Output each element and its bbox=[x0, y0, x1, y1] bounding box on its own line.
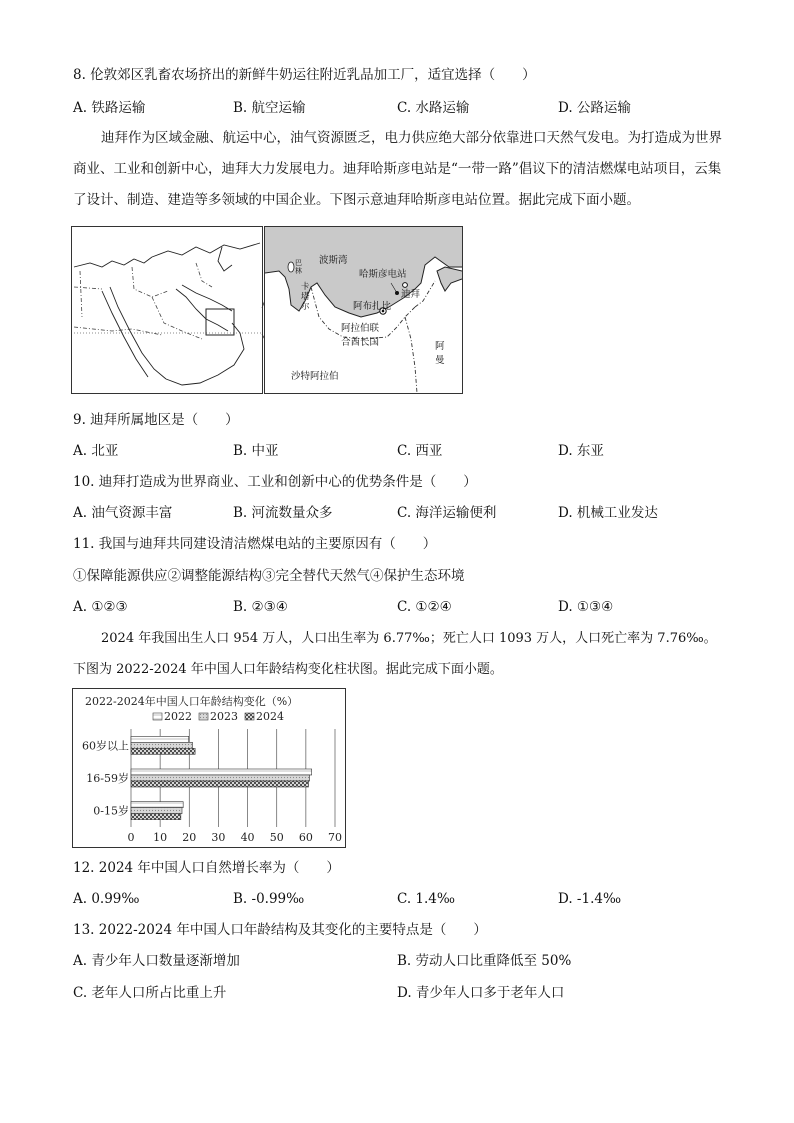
question-10-stem: 10. 迪拜打造成为世界商业、工业和创新中心的优势条件是（ ） bbox=[73, 474, 477, 490]
q12-option-c[interactable]: C. 1.4‰ bbox=[397, 891, 456, 907]
label-saudi-arabia: 沙特阿拉伯 bbox=[291, 371, 339, 382]
category-label: 60岁以上 bbox=[82, 739, 129, 753]
population-chart bbox=[72, 688, 346, 848]
question-13-stem: 13. 2022-2024 年中国人口年龄结构及其变化的主要特点是（ ） bbox=[73, 922, 487, 938]
label-oman-1: 阿 bbox=[435, 341, 445, 352]
bar-2024-1 bbox=[131, 781, 308, 787]
legend-swatch-2024 bbox=[245, 713, 254, 720]
bar-2022-0 bbox=[131, 736, 189, 742]
bar-2023-0 bbox=[131, 742, 192, 748]
question-12-stem: 12. 2024 年中国人口自然增长率为（ ） bbox=[73, 860, 340, 876]
q13-option-c[interactable]: C. 老年人口所占比重上升 bbox=[73, 985, 227, 1001]
label-qatar-3: 尔 bbox=[301, 302, 310, 312]
label-abu-dhabi: 阿布扎比 bbox=[353, 301, 392, 312]
q9-option-a[interactable]: A. 北亚 bbox=[73, 443, 119, 459]
q8-option-c[interactable]: C. 水路运输 bbox=[397, 100, 470, 116]
x-tick-label: 60 bbox=[298, 831, 313, 844]
q8-option-d[interactable]: D. 公路运输 bbox=[558, 100, 631, 116]
bar-2023-2 bbox=[131, 808, 182, 814]
bar-2024-0 bbox=[131, 748, 195, 754]
q10-option-c[interactable]: C. 海洋运输便利 bbox=[397, 505, 497, 521]
q10-option-a[interactable]: A. 油气资源丰富 bbox=[73, 505, 173, 521]
bar-2023-1 bbox=[131, 775, 310, 781]
x-tick-label: 70 bbox=[328, 831, 342, 844]
legend-label-2022: 2022 bbox=[164, 710, 192, 723]
label-uae-1: 阿拉伯联 bbox=[341, 323, 380, 334]
label-bahrain-1: 巴 bbox=[295, 259, 302, 267]
chart-title: 2022-2024年中国人口年龄结构变化（%） bbox=[85, 695, 299, 708]
label-bahrain-2: 林 bbox=[295, 267, 302, 275]
bar-2022-2 bbox=[131, 802, 183, 808]
bar-2022-1 bbox=[131, 769, 312, 775]
q9-option-d[interactable]: D. 东亚 bbox=[558, 443, 604, 459]
passage-dubai: 迪拜作为区域金融、航运中心，油气资源匮乏，电力供应绝大部分依靠进口天然气发电。为打造成为世界商业、工业和创新中心，迪拜大力发展电力。迪拜哈斯彦电站是“一带一路”倡议下的清洁燃煤电站项目，云集了设计、制造、建造等多领域的中国企业。下图示意迪拜哈斯彦电站位置。据此完成下面小题。 bbox=[73, 130, 722, 208]
q11-option-d[interactable]: D. ①③④ bbox=[558, 599, 614, 615]
q9-option-b[interactable]: B. 中亚 bbox=[233, 443, 279, 459]
inset-map-dubai bbox=[264, 226, 463, 394]
q12-option-a[interactable]: A. 0.99‰ bbox=[73, 891, 140, 907]
q9-option-c[interactable]: C. 西亚 bbox=[397, 443, 443, 459]
label-hassyan-station: 哈斯彦电站 bbox=[359, 269, 407, 280]
legend-swatch-2023 bbox=[199, 713, 208, 720]
q8-option-a[interactable]: A. 铁路运输 bbox=[73, 100, 146, 116]
legend-swatch-2022 bbox=[153, 713, 162, 720]
q12-option-b[interactable]: B. -0.99‰ bbox=[233, 891, 305, 907]
label-oman-2: 曼 bbox=[435, 355, 445, 366]
q11-option-c[interactable]: C. ①②④ bbox=[397, 599, 452, 615]
label-uae-2: 合酋长国 bbox=[341, 337, 380, 348]
x-tick-label: 50 bbox=[269, 831, 284, 844]
bar-2024-2 bbox=[131, 814, 181, 820]
passage-population-2: 下图为 2022-2024 年中国人口年龄结构变化柱状图。据此完成下面小题。 bbox=[73, 662, 503, 677]
population-bar-chart bbox=[73, 689, 345, 847]
category-label: 16-59岁 bbox=[86, 772, 129, 785]
q13-option-a[interactable]: A. 青少年人口数量逐渐增加 bbox=[73, 953, 240, 969]
legend-label-2023: 2023 bbox=[210, 710, 238, 723]
category-label: 0-15岁 bbox=[93, 804, 129, 818]
x-tick-label: 40 bbox=[240, 831, 255, 844]
q13-option-d[interactable]: D. 青少年人口多于老年人口 bbox=[397, 985, 565, 1001]
x-tick-label: 10 bbox=[153, 831, 168, 844]
question-9-stem: 9. 迪拜所属地区是（ ） bbox=[73, 412, 239, 428]
question-8-stem: 8. 伦敦郊区乳畜农场挤出的新鲜牛奶运往附近乳品加工厂，适宜选择（ ） bbox=[73, 67, 536, 83]
q11-option-a[interactable]: A. ①②③ bbox=[73, 599, 128, 615]
legend-label-2024: 2024 bbox=[256, 710, 284, 723]
x-tick-label: 20 bbox=[182, 831, 197, 844]
q10-option-b[interactable]: B. 河流数量众多 bbox=[233, 505, 333, 521]
x-tick-label: 30 bbox=[211, 831, 226, 844]
label-dubai: 迪拜 bbox=[401, 289, 421, 300]
q8-option-b[interactable]: B. 航空运输 bbox=[233, 100, 306, 116]
q13-option-b[interactable]: B. 劳动人口比重降低至 50% bbox=[397, 953, 572, 969]
q11-option-b[interactable]: B. ②③④ bbox=[233, 599, 288, 615]
q10-option-d[interactable]: D. 机械工业发达 bbox=[558, 505, 658, 521]
passage-population-1: 2024 年我国出生人口 954 万人，人口出生率为 6.77‰；死亡人口 1093 万人，人口死亡率为 7.76‰。 bbox=[101, 631, 717, 646]
question-11-stem: 11. 我国与迪拜共同建设清洁燃煤电站的主要原因有（ ） bbox=[73, 536, 437, 552]
label-qatar-2: 塔 bbox=[301, 292, 310, 302]
label-qatar-1: 卡 bbox=[301, 282, 310, 292]
q12-option-d[interactable]: D. -1.4‰ bbox=[558, 891, 622, 907]
chart-legend bbox=[153, 710, 284, 723]
x-tick-label: 0 bbox=[127, 831, 135, 844]
label-persian-gulf: 波斯湾 bbox=[319, 255, 348, 266]
q11-statements: ①保障能源供应②调整能源结构③完全替代天然气④保护生态环境 bbox=[73, 568, 465, 584]
